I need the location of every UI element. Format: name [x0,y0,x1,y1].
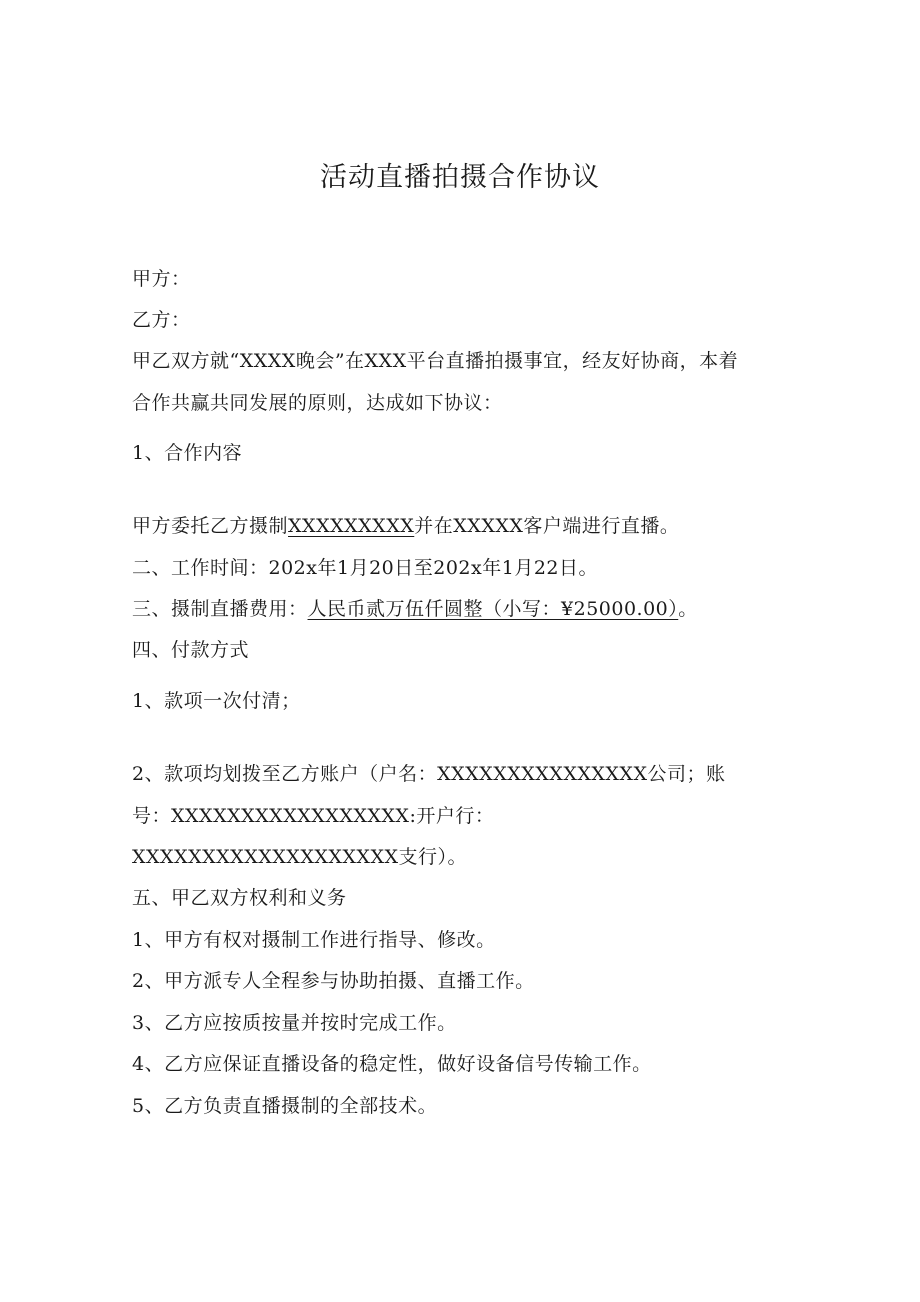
obligation-item: 3、乙方应按质按量并按时完成工作。 [132,1012,457,1034]
document-title: 活动直播拍摄合作协议 [320,162,600,193]
payment-item-1: 1、款项一次付清； [132,690,301,712]
party-a-line: 甲方： [132,268,191,290]
payment-item-2-line-2: 号：XXXXXXXXXXXXXXXXX:开户行： [132,805,495,827]
obligation-item: 5、乙方负责直播摄制的全部技术。 [132,1095,438,1117]
obligation-item: 1、甲方有权对摄制工作进行指导、修改。 [132,929,496,951]
fee-suffix: 。 [678,598,698,620]
section-5-heading: 五、甲乙双方权利和义务 [132,887,347,909]
section-1-body-suffix: 并在XXXXX客户端进行直播。 [414,515,680,537]
section-1-body-prefix: 甲方委托乙方摄制 [132,515,289,537]
fee-label: 三、摄制直播费用： [132,598,308,620]
project-name: XXXXXXXXX [288,515,415,537]
payment-item-2-line-1: 2、款项均划拨至乙方账户（户名：XXXXXXXXXXXXXXX公司；账 [132,763,726,785]
obligation-item: 4、乙方应保证直播设备的稳定性，做好设备信号传输工作。 [132,1053,652,1075]
work-time-line: 二、工作时间：202x年1月20日至202x年1月22日。 [132,557,598,579]
section-4-heading: 四、付款方式 [132,639,250,661]
intro-line-1: 甲乙双方就“XXXX晚会”在XXX平台直播拍摄事宜，经友好协商，本着 [132,350,739,372]
section-1-body [132,511,679,541]
fee-line [132,594,698,624]
payment-item-2-line-3: XXXXXXXXXXXXXXXXXXX支行）。 [132,846,468,868]
intro-line-2: 合作共赢共同发展的原则，达成如下协议： [132,392,503,414]
obligation-item: 2、甲方派专人全程参与协助拍摄、直播工作。 [132,970,535,992]
fee-amount: 人民币贰万伍仟圆整（小写：¥25000.00） [307,598,679,620]
section-1-heading: 1、合作内容 [132,442,243,464]
party-b-line: 乙方： [132,309,191,331]
